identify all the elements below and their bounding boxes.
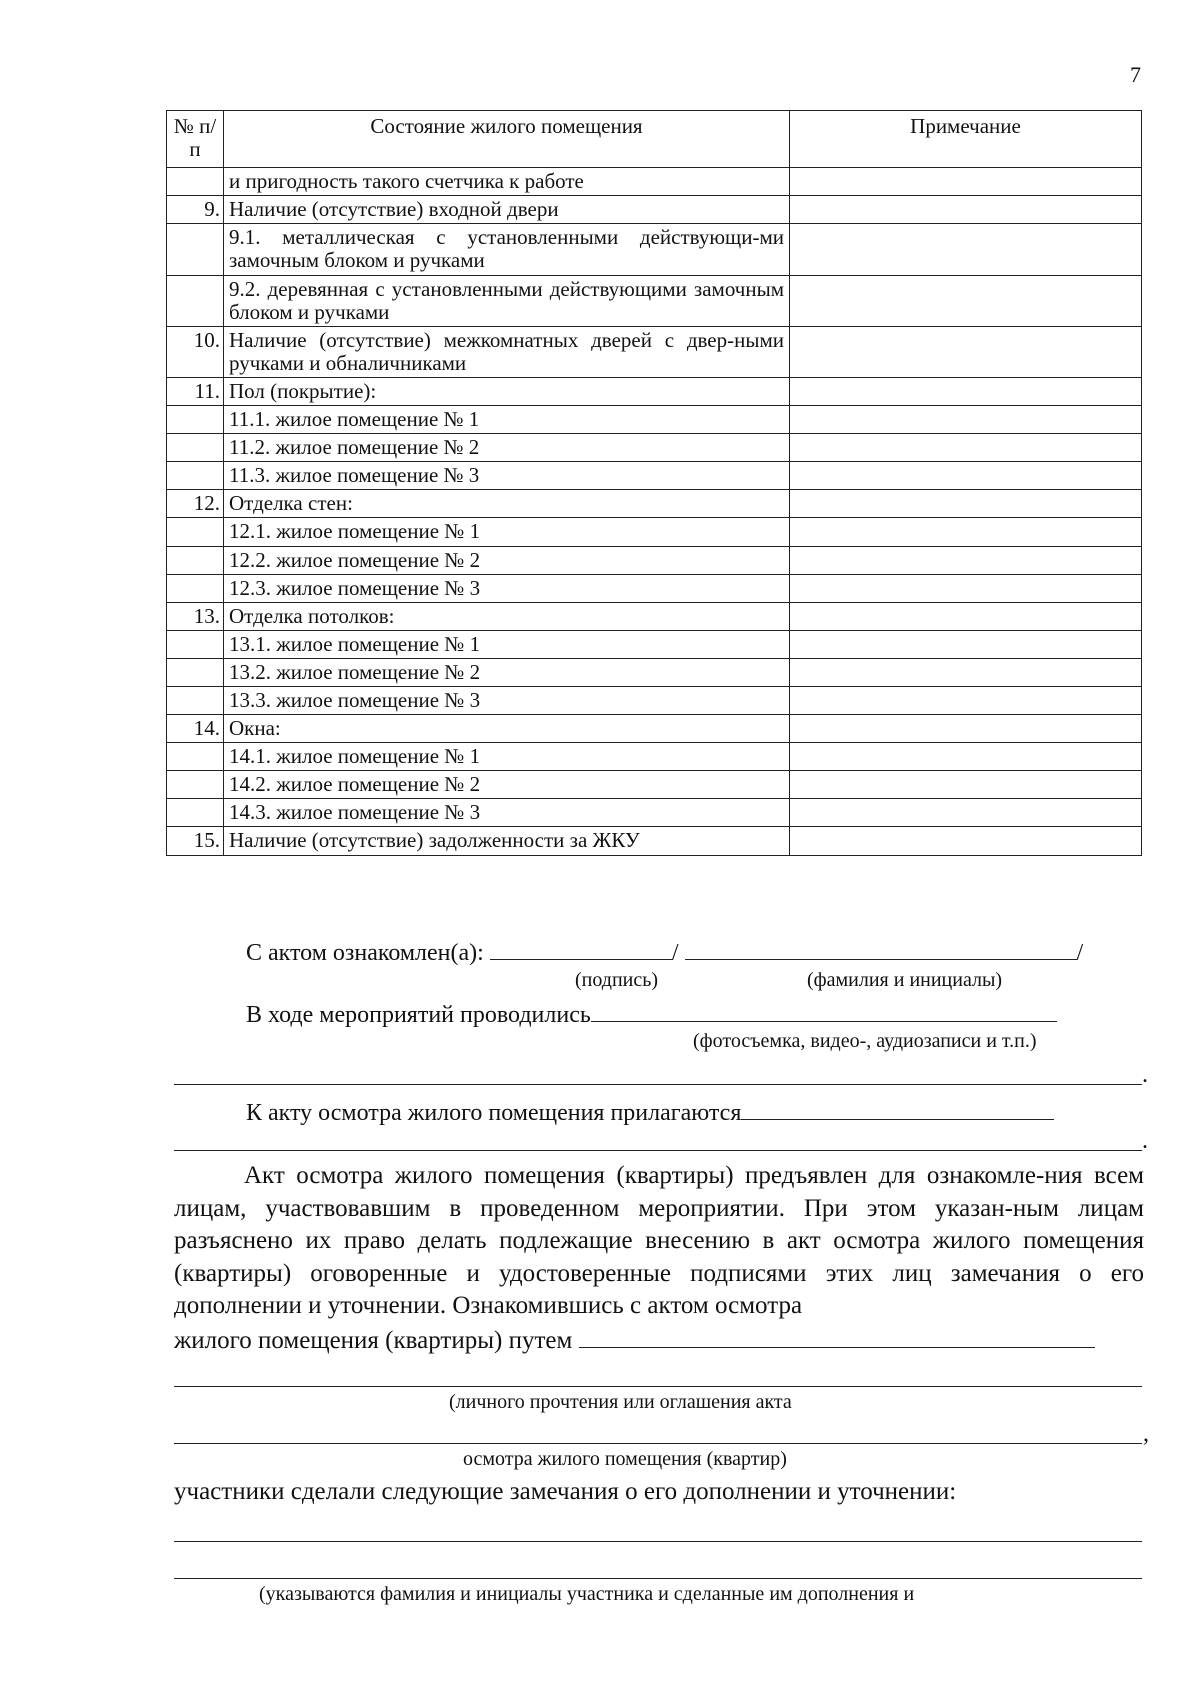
table-row [167,196,1142,224]
table-row [167,715,1142,743]
name-field[interactable] [685,935,1077,960]
row-note-cell[interactable] [790,771,1142,799]
row-number [167,224,224,275]
method-field[interactable] [579,1323,1095,1348]
table-row [167,434,1142,462]
row-number [167,434,224,462]
recorded-label: В ходе мероприятий проводились [246,1002,591,1028]
slash-1: / [671,940,679,966]
header-number: № п/п [167,111,224,168]
table-row [167,406,1142,434]
recorded-field[interactable] [591,997,1057,1022]
signature-caption: (подпись) [575,969,659,991]
table-row [167,686,1142,714]
header-note: Примечание [790,111,1142,168]
row-condition: 12.2. жилое помещение № 2 [224,546,790,574]
row-condition: и пригодность такого счетчика к работе [224,168,790,196]
acquainted-label: С актом ознакомлен(а): [246,940,484,966]
row-number [167,518,224,546]
row-condition: Наличие (отсутствие) входной двери [224,196,790,224]
table-row [167,518,1142,546]
row-note-cell[interactable] [790,686,1142,714]
row-note-cell[interactable] [790,224,1142,275]
row-number [167,546,224,574]
row-condition: 13.2. жилое помещение № 2 [224,658,790,686]
attached-field[interactable] [741,1095,1054,1120]
row-number: 11. [167,377,224,405]
row-note-cell[interactable] [790,602,1142,630]
table-row [167,326,1142,377]
name-caption: (фамилия и инициалы) [807,969,1003,991]
table-row [167,743,1142,771]
row-condition: Отделка стен: [224,490,790,518]
row-condition: 12.1. жилое помещение № 1 [224,518,790,546]
recorded-end-period: . [1142,1062,1148,1088]
row-note-cell[interactable] [790,275,1142,326]
page-number: 7 [1130,62,1141,87]
recorded-continuation-line[interactable] [174,1084,1142,1085]
row-condition: 14.2. жилое помещение № 2 [224,771,790,799]
remarks-label: участники сделали следующие замечания о его дополнении и уточнении: [174,1478,957,1505]
table-row [167,377,1142,405]
row-number [167,658,224,686]
row-number: 14. [167,715,224,743]
row-condition: 14.1. жилое помещение № 1 [224,743,790,771]
attached-label: К акту осмотра жилого помещения прилагаются [246,1100,742,1126]
row-condition: 11.2. жилое помещение № 2 [224,434,790,462]
row-number: 10. [167,326,224,377]
row-note-cell[interactable] [790,574,1142,602]
table-row [167,546,1142,574]
table-header-row [167,111,1142,168]
row-number [167,630,224,658]
method-continuation-line-2[interactable] [174,1443,1142,1444]
row-note-cell[interactable] [790,434,1142,462]
row-condition: Пол (покрытие): [224,377,790,405]
row-note-cell[interactable] [790,196,1142,224]
row-number [167,743,224,771]
row-note-cell[interactable] [790,462,1142,490]
row-note-cell[interactable] [790,377,1142,405]
attached-row [246,1095,1054,1127]
row-condition: Наличие (отсутствие) межкомнатных дверей с двер-ными ручками и обналичниками [224,326,790,377]
paragraph-text: Акт осмотра жилого помещения (квартиры) предъявлен для ознакомле-ния всем лицам, участвовавшим в проведенном мероприятии. При этом указан-ным лицам разъяснено их право делать подлежащие внесению в акт осмотра жилого помещения (квартиры) оговоренные и удостоверенные подписями этих лиц замечания о его дополнении и уточнении. Ознакомившись с актом осмотра [174,1162,1144,1319]
table-row [167,168,1142,196]
table-row [167,275,1142,326]
table-row [167,224,1142,275]
row-number: 15. [167,827,224,855]
row-number [167,462,224,490]
paragraph-tail-row [174,1323,1095,1355]
method-end-comma: , [1143,1421,1149,1447]
table-row [167,658,1142,686]
table-row [167,574,1142,602]
remarks-caption: (указываются фамилия и инициалы участника и сделанные им дополнения и [259,1583,915,1605]
row-number [167,574,224,602]
row-condition: 9.2. деревянная с установленными действующими замочным блоком и ручками [224,275,790,326]
row-number [167,275,224,326]
row-number [167,799,224,827]
row-note-cell[interactable] [790,658,1142,686]
row-number: 13. [167,602,224,630]
table-row [167,462,1142,490]
row-condition: 12.3. жилое помещение № 3 [224,574,790,602]
recorded-row [246,997,1057,1029]
table-row [167,799,1142,827]
acquainted-row [246,935,1083,967]
row-number [167,771,224,799]
row-condition: 11.1. жилое помещение № 1 [224,406,790,434]
row-note-cell[interactable] [790,490,1142,518]
method-caption: (личного прочтения или оглашения акта [449,1391,792,1413]
row-number [167,168,224,196]
row-note-cell[interactable] [790,518,1142,546]
row-note-cell[interactable] [790,406,1142,434]
row-note-cell[interactable] [790,546,1142,574]
row-number [167,686,224,714]
table-row [167,602,1142,630]
row-condition: Окна: [224,715,790,743]
row-condition: 11.3. жилое помещение № 3 [224,462,790,490]
row-note-cell[interactable] [790,799,1142,827]
attached-end-period: . [1142,1128,1148,1154]
method-continuation-line[interactable] [174,1386,1142,1387]
attached-continuation-line[interactable] [174,1150,1142,1151]
header-condition: Состояние жилого помещения [224,111,790,168]
signature-field[interactable] [490,935,672,960]
row-condition: 14.3. жилое помещение № 3 [224,799,790,827]
table-row [167,771,1142,799]
row-number: 12. [167,490,224,518]
slash-2: / [1076,940,1084,966]
paragraph-tail: жилого помещения (квартиры) путем [174,1327,573,1354]
row-number [167,406,224,434]
row-number: 9. [167,196,224,224]
row-note-cell[interactable] [790,326,1142,377]
recorded-caption: (фотосъемка, видео-, аудиозаписи и т.п.) [693,1030,1037,1052]
row-note-cell[interactable] [790,715,1142,743]
familiarization-paragraph [174,1160,1144,1323]
table-row [167,827,1142,855]
inspection-table [166,110,1142,856]
table-row [167,630,1142,658]
method-caption-2: осмотра жилого помещения (квартир) [463,1448,787,1470]
remarks-line-2[interactable] [174,1578,1142,1579]
row-note-cell[interactable] [790,827,1142,855]
row-note-cell[interactable] [790,743,1142,771]
table-row [167,490,1142,518]
row-note-cell[interactable] [790,168,1142,196]
row-note-cell[interactable] [790,630,1142,658]
row-condition: 9.1. металлическая с установленными действующи-ми замочным блоком и ручками [224,224,790,275]
row-condition: Отделка потолков: [224,602,790,630]
row-condition: Наличие (отсутствие) задолженности за ЖКУ [224,827,790,855]
row-condition: 13.1. жилое помещение № 1 [224,630,790,658]
remarks-line-1[interactable] [174,1541,1142,1542]
row-condition: 13.3. жилое помещение № 3 [224,686,790,714]
